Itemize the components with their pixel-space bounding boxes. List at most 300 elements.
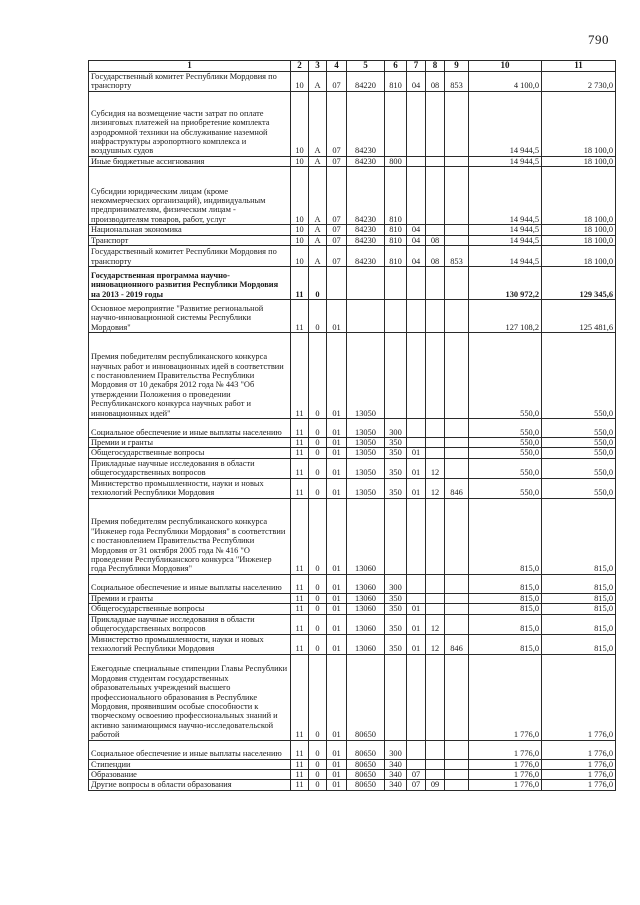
- amount-year-1: 4 100,0: [469, 72, 542, 92]
- row-name: Другие вопросы в области образования: [89, 780, 291, 790]
- table-row: [89, 167, 616, 225]
- code-section: 01: [407, 458, 426, 478]
- header-cell: 9: [445, 61, 469, 72]
- code-program: 11: [291, 498, 309, 574]
- code-expense-type: 810: [385, 72, 407, 92]
- row-name: Премии и гранты: [89, 593, 291, 603]
- code-program: 10: [291, 246, 309, 267]
- code-event: 01: [327, 419, 347, 438]
- code-section: [407, 438, 426, 448]
- code-subsection: [426, 593, 445, 603]
- code-expense-type: 300: [385, 574, 407, 593]
- code-ministry: [445, 780, 469, 790]
- code-ministry: [445, 448, 469, 458]
- amount-year-2: 550,0: [542, 419, 616, 438]
- code-subprogram: 0: [309, 759, 327, 769]
- code-subsection: [426, 167, 445, 225]
- code-subsection: [426, 419, 445, 438]
- row-name: Министерство промышленности, науки и новых технологий Республики Мордовия: [89, 478, 291, 498]
- code-expense-type: 350: [385, 614, 407, 634]
- code-event: 07: [327, 246, 347, 267]
- amount-year-2: 18 100,0: [542, 246, 616, 267]
- code-program: 11: [291, 604, 309, 614]
- code-subprogram: А: [309, 72, 327, 92]
- code-subsection: [426, 91, 445, 156]
- code-expense-type: 350: [385, 634, 407, 654]
- code-subprogram: 0: [309, 478, 327, 498]
- code-event: 01: [327, 780, 347, 790]
- code-section: [407, 419, 426, 438]
- code-event: 01: [327, 458, 347, 478]
- amount-year-2: 550,0: [542, 438, 616, 448]
- amount-year-1: 14 944,5: [469, 246, 542, 267]
- code-direction: 80650: [347, 654, 385, 740]
- code-section: [407, 156, 426, 166]
- code-section: [407, 91, 426, 156]
- code-ministry: 846: [445, 634, 469, 654]
- row-name: Прикладные научные исследования в области общегосударственных вопросов: [89, 614, 291, 634]
- row-name: Общегосударственные вопросы: [89, 448, 291, 458]
- code-program: 10: [291, 91, 309, 156]
- code-subprogram: А: [309, 91, 327, 156]
- code-ministry: [445, 91, 469, 156]
- code-subprogram: 0: [309, 654, 327, 740]
- amount-year-2: 550,0: [542, 333, 616, 419]
- code-program: 11: [291, 333, 309, 419]
- budget-table-body: [89, 72, 616, 791]
- row-name: Премия победителям республиканского конкурса "Инженер года Республики Мордовия" в соответствии с постановлением Правительства Республики Мордовия от 31 октября 2005 года № 416 "О проведении Республиканского конкурса "Инженер года Республики Мордовия": [89, 498, 291, 574]
- row-name: Ежегодные специальные стипендии Главы Республики Мордовия студентам государственных образовательных учреждений высшего профессионального образования в Республике Мордовия, проявившим особые способности к творческому освоению профессиональных знаний и активно занимающимся научно-исследовательской работой: [89, 654, 291, 740]
- code-ministry: [445, 740, 469, 759]
- amount-year-1: 815,0: [469, 604, 542, 614]
- code-ministry: [445, 458, 469, 478]
- row-name: Субсидия на возмещение части затрат по оплате лизинговых платежей на приобретение комплекта аэродромной техники на обслуживание наземной инфраструктуры аэропортного комплекса и воздушных судов: [89, 91, 291, 156]
- amount-year-1: 550,0: [469, 478, 542, 498]
- code-subprogram: 0: [309, 333, 327, 419]
- code-subsection: [426, 438, 445, 448]
- row-name: Социальное обеспечение и иные выплаты населению: [89, 740, 291, 759]
- header-cell: 11: [542, 61, 616, 72]
- code-program: 11: [291, 759, 309, 769]
- code-direction: 13060: [347, 634, 385, 654]
- code-program: 11: [291, 448, 309, 458]
- code-subprogram: 0: [309, 780, 327, 790]
- row-name: Государственный комитет Республики Мордовия по транспорту: [89, 72, 291, 92]
- code-direction: 80650: [347, 780, 385, 790]
- code-direction: 13050: [347, 478, 385, 498]
- amount-year-1: 815,0: [469, 593, 542, 603]
- code-subsection: 08: [426, 246, 445, 267]
- code-expense-type: 350: [385, 593, 407, 603]
- budget-table: [88, 60, 616, 791]
- row-name: Транспорт: [89, 235, 291, 245]
- table-row: [89, 654, 616, 740]
- code-program: 11: [291, 478, 309, 498]
- code-expense-type: [385, 654, 407, 740]
- code-section: [407, 267, 426, 300]
- amount-year-1: 815,0: [469, 574, 542, 593]
- code-event: 01: [327, 654, 347, 740]
- code-direction: 84230: [347, 91, 385, 156]
- code-subsection: [426, 267, 445, 300]
- code-program: 11: [291, 458, 309, 478]
- amount-year-1: 550,0: [469, 419, 542, 438]
- code-subsection: [426, 574, 445, 593]
- row-name: Национальная экономика: [89, 225, 291, 235]
- code-subsection: [426, 498, 445, 574]
- code-subprogram: 0: [309, 419, 327, 438]
- amount-year-1: 14 944,5: [469, 167, 542, 225]
- code-subprogram: 0: [309, 498, 327, 574]
- amount-year-2: 18 100,0: [542, 225, 616, 235]
- code-expense-type: 810: [385, 235, 407, 245]
- table-row: [89, 780, 616, 790]
- code-event: 01: [327, 614, 347, 634]
- code-event: 01: [327, 300, 347, 333]
- table-row: [89, 614, 616, 634]
- code-subsection: 08: [426, 72, 445, 92]
- code-expense-type: [385, 333, 407, 419]
- header-cell: 7: [407, 61, 426, 72]
- code-subsection: [426, 448, 445, 458]
- code-expense-type: 340: [385, 780, 407, 790]
- code-section: [407, 333, 426, 419]
- row-name: Субсидии юридическим лицам (кроме некоммерческих организаций), индивидуальным предпринимателям, физическим лицам - производителям товаров, работ, услуг: [89, 167, 291, 225]
- amount-year-2: 1 776,0: [542, 654, 616, 740]
- row-name: Премия победителям республиканского конкурса научных работ и инновационных идей в соответствии с постановлением Правительства Республики Мордовия от 10 декабря 2012 года № 443 "Об утверждении Положения о проведении Республиканского конкурса научных работ и инновационных идей": [89, 333, 291, 419]
- code-subprogram: 0: [309, 448, 327, 458]
- row-name: Социальное обеспечение и иные выплаты населению: [89, 419, 291, 438]
- code-section: 04: [407, 235, 426, 245]
- code-program: 11: [291, 780, 309, 790]
- amount-year-2: 815,0: [542, 574, 616, 593]
- code-subsection: [426, 300, 445, 333]
- code-subprogram: 0: [309, 604, 327, 614]
- code-section: 01: [407, 448, 426, 458]
- amount-year-2: 129 345,6: [542, 267, 616, 300]
- code-direction: 84230: [347, 167, 385, 225]
- amount-year-2: 18 100,0: [542, 156, 616, 166]
- code-event: 01: [327, 759, 347, 769]
- header-row: [89, 61, 616, 72]
- amount-year-1: 550,0: [469, 448, 542, 458]
- amount-year-2: 815,0: [542, 498, 616, 574]
- table-row: [89, 498, 616, 574]
- code-event: 01: [327, 438, 347, 448]
- code-program: 11: [291, 300, 309, 333]
- code-subprogram: А: [309, 156, 327, 166]
- code-direction: 13050: [347, 458, 385, 478]
- code-subprogram: А: [309, 235, 327, 245]
- code-direction: 13050: [347, 419, 385, 438]
- amount-year-2: 1 776,0: [542, 780, 616, 790]
- code-ministry: 846: [445, 478, 469, 498]
- code-ministry: [445, 759, 469, 769]
- code-direction: 13050: [347, 448, 385, 458]
- header-cell: 8: [426, 61, 445, 72]
- header-cell: 1: [89, 61, 291, 72]
- code-expense-type: 350: [385, 458, 407, 478]
- code-event: [327, 267, 347, 300]
- table-row: [89, 300, 616, 333]
- code-ministry: [445, 225, 469, 235]
- code-event: 01: [327, 574, 347, 593]
- amount-year-1: 1 776,0: [469, 759, 542, 769]
- code-subprogram: 0: [309, 770, 327, 780]
- code-direction: 84230: [347, 225, 385, 235]
- code-expense-type: 810: [385, 225, 407, 235]
- header-cell: 3: [309, 61, 327, 72]
- code-expense-type: [385, 498, 407, 574]
- code-program: 10: [291, 156, 309, 166]
- amount-year-1: 815,0: [469, 634, 542, 654]
- row-name: Образование: [89, 770, 291, 780]
- code-expense-type: 350: [385, 438, 407, 448]
- table-row: [89, 438, 616, 448]
- amount-year-1: 550,0: [469, 458, 542, 478]
- code-direction: 84220: [347, 72, 385, 92]
- code-subsection: 09: [426, 780, 445, 790]
- code-ministry: [445, 419, 469, 438]
- code-section: 01: [407, 604, 426, 614]
- table-row: [89, 267, 616, 300]
- code-program: 11: [291, 654, 309, 740]
- code-section: 04: [407, 72, 426, 92]
- code-ministry: [445, 333, 469, 419]
- amount-year-2: 1 776,0: [542, 759, 616, 769]
- code-program: 10: [291, 225, 309, 235]
- code-direction: 13060: [347, 614, 385, 634]
- code-program: 11: [291, 614, 309, 634]
- code-expense-type: 350: [385, 604, 407, 614]
- code-event: 01: [327, 593, 347, 603]
- code-section: [407, 300, 426, 333]
- amount-year-2: 18 100,0: [542, 167, 616, 225]
- code-direction: 84230: [347, 235, 385, 245]
- code-subsection: 12: [426, 478, 445, 498]
- table-row: [89, 593, 616, 603]
- amount-year-2: 18 100,0: [542, 235, 616, 245]
- row-name: Иные бюджетные ассигнования: [89, 156, 291, 166]
- code-section: [407, 759, 426, 769]
- code-program: 11: [291, 419, 309, 438]
- code-subsection: [426, 770, 445, 780]
- amount-year-1: 130 972,2: [469, 267, 542, 300]
- code-subprogram: А: [309, 225, 327, 235]
- code-event: 07: [327, 167, 347, 225]
- code-ministry: 853: [445, 246, 469, 267]
- amount-year-2: 125 481,6: [542, 300, 616, 333]
- table-row: [89, 770, 616, 780]
- code-section: [407, 498, 426, 574]
- code-section: 07: [407, 780, 426, 790]
- amount-year-1: 550,0: [469, 438, 542, 448]
- code-subsection: 12: [426, 634, 445, 654]
- code-subsection: [426, 740, 445, 759]
- code-expense-type: 350: [385, 478, 407, 498]
- row-name: Общегосударственные вопросы: [89, 604, 291, 614]
- table-row: [89, 574, 616, 593]
- amount-year-1: 1 776,0: [469, 740, 542, 759]
- code-subsection: [426, 333, 445, 419]
- code-subsection: 08: [426, 235, 445, 245]
- code-expense-type: 300: [385, 740, 407, 759]
- row-name: Государственный комитет Республики Мордовия по транспорту: [89, 246, 291, 267]
- code-direction: 13050: [347, 438, 385, 448]
- code-event: 01: [327, 498, 347, 574]
- table-row: [89, 604, 616, 614]
- amount-year-1: 14 944,5: [469, 235, 542, 245]
- code-subprogram: 0: [309, 614, 327, 634]
- code-subprogram: 0: [309, 267, 327, 300]
- code-subprogram: 0: [309, 300, 327, 333]
- amount-year-2: 1 776,0: [542, 740, 616, 759]
- code-expense-type: [385, 267, 407, 300]
- table-row: [89, 740, 616, 759]
- amount-year-1: 815,0: [469, 498, 542, 574]
- code-subprogram: 0: [309, 593, 327, 603]
- amount-year-2: 815,0: [542, 604, 616, 614]
- code-ministry: [445, 267, 469, 300]
- amount-year-1: 1 776,0: [469, 654, 542, 740]
- code-event: 07: [327, 91, 347, 156]
- code-event: 01: [327, 333, 347, 419]
- code-subprogram: 0: [309, 634, 327, 654]
- code-subprogram: 0: [309, 458, 327, 478]
- code-section: [407, 593, 426, 603]
- amount-year-2: 550,0: [542, 478, 616, 498]
- table-row: [89, 448, 616, 458]
- table-row: [89, 91, 616, 156]
- amount-year-1: 815,0: [469, 614, 542, 634]
- row-name: Стипендии: [89, 759, 291, 769]
- code-section: 01: [407, 478, 426, 498]
- code-direction: [347, 267, 385, 300]
- code-direction: 13060: [347, 604, 385, 614]
- code-ministry: [445, 300, 469, 333]
- code-expense-type: 800: [385, 156, 407, 166]
- code-subprogram: А: [309, 246, 327, 267]
- amount-year-2: 815,0: [542, 634, 616, 654]
- code-direction: 84230: [347, 246, 385, 267]
- code-direction: 80650: [347, 770, 385, 780]
- code-ministry: [445, 438, 469, 448]
- row-name: Государственная программа научно-инновационного развития Республики Мордовия на 2013 - 2019 годы: [89, 267, 291, 300]
- code-ministry: [445, 654, 469, 740]
- row-name: Министерство промышленности, науки и новых технологий Республики Мордовия: [89, 634, 291, 654]
- code-subsection: [426, 156, 445, 166]
- amount-year-2: 2 730,0: [542, 72, 616, 92]
- table-row: [89, 235, 616, 245]
- code-expense-type: 340: [385, 759, 407, 769]
- header-cell: 2: [291, 61, 309, 72]
- code-direction: 13060: [347, 574, 385, 593]
- code-section: 04: [407, 225, 426, 235]
- code-direction: 80650: [347, 759, 385, 769]
- table-row: [89, 478, 616, 498]
- amount-year-1: 1 776,0: [469, 780, 542, 790]
- code-ministry: [445, 574, 469, 593]
- amount-year-2: 550,0: [542, 448, 616, 458]
- table-row: [89, 333, 616, 419]
- code-section: 01: [407, 614, 426, 634]
- amount-year-2: 550,0: [542, 458, 616, 478]
- code-program: 10: [291, 235, 309, 245]
- table-row: [89, 225, 616, 235]
- code-ministry: [445, 498, 469, 574]
- amount-year-2: 1 776,0: [542, 770, 616, 780]
- code-expense-type: 810: [385, 167, 407, 225]
- code-subprogram: А: [309, 167, 327, 225]
- code-event: 01: [327, 478, 347, 498]
- row-name: Основное мероприятие "Развитие региональной научно-инновационной системы Республики Мордовия": [89, 300, 291, 333]
- code-subsection: [426, 759, 445, 769]
- code-program: 11: [291, 267, 309, 300]
- code-subsection: [426, 225, 445, 235]
- code-direction: [347, 300, 385, 333]
- code-ministry: [445, 156, 469, 166]
- code-program: 11: [291, 574, 309, 593]
- code-event: 01: [327, 770, 347, 780]
- code-program: 11: [291, 634, 309, 654]
- code-expense-type: 810: [385, 246, 407, 267]
- code-program: 10: [291, 72, 309, 92]
- code-subprogram: 0: [309, 438, 327, 448]
- code-ministry: [445, 593, 469, 603]
- code-program: 11: [291, 740, 309, 759]
- code-program: 11: [291, 438, 309, 448]
- code-event: 01: [327, 604, 347, 614]
- code-section: 04: [407, 246, 426, 267]
- code-subsection: [426, 654, 445, 740]
- code-subsection: 12: [426, 458, 445, 478]
- amount-year-1: 127 108,2: [469, 300, 542, 333]
- table-row: [89, 246, 616, 267]
- table-row: [89, 458, 616, 478]
- code-subprogram: 0: [309, 740, 327, 759]
- code-direction: 13060: [347, 593, 385, 603]
- row-name: Социальное обеспечение и иные выплаты населению: [89, 574, 291, 593]
- amount-year-2: 815,0: [542, 614, 616, 634]
- code-expense-type: [385, 300, 407, 333]
- amount-year-2: 815,0: [542, 593, 616, 603]
- code-event: 07: [327, 156, 347, 166]
- table-row: [89, 72, 616, 92]
- table-row: [89, 156, 616, 166]
- code-event: 01: [327, 448, 347, 458]
- code-subprogram: 0: [309, 574, 327, 593]
- code-program: 10: [291, 167, 309, 225]
- code-expense-type: 340: [385, 770, 407, 780]
- code-ministry: [445, 235, 469, 245]
- header-cell: 4: [327, 61, 347, 72]
- code-ministry: [445, 604, 469, 614]
- amount-year-2: 18 100,0: [542, 91, 616, 156]
- code-event: 01: [327, 634, 347, 654]
- code-section: 07: [407, 770, 426, 780]
- table-row: [89, 419, 616, 438]
- code-ministry: [445, 770, 469, 780]
- header-cell: 5: [347, 61, 385, 72]
- code-event: 07: [327, 235, 347, 245]
- amount-year-1: 14 944,5: [469, 225, 542, 235]
- code-section: [407, 740, 426, 759]
- code-event: 01: [327, 740, 347, 759]
- code-section: [407, 654, 426, 740]
- row-name: Премии и гранты: [89, 438, 291, 448]
- table-row: [89, 634, 616, 654]
- code-subsection: 12: [426, 614, 445, 634]
